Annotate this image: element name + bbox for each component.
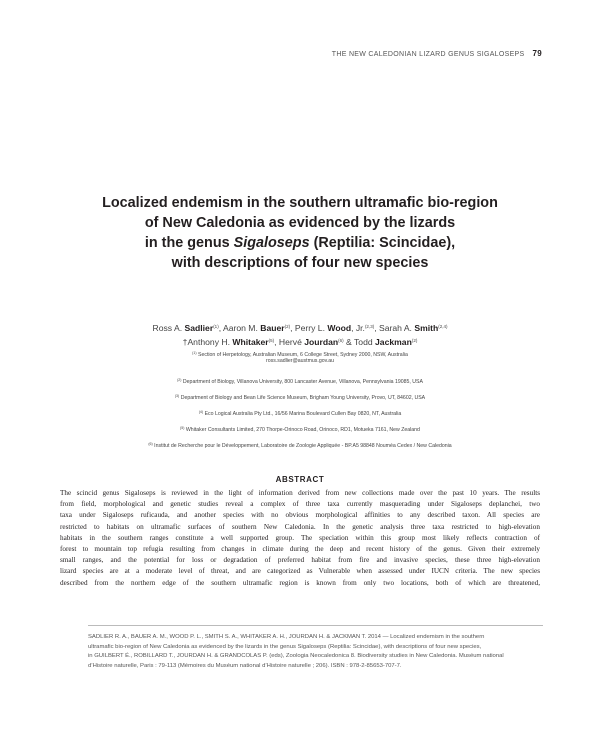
running-head (332, 49, 542, 58)
author-family-name: Jourdan (304, 336, 339, 347)
citation-block (88, 633, 543, 671)
title-line-3-post: (Reptilia: Scincidae), (309, 235, 456, 251)
citation-line: ultramafic bio-region of New Caledonia as evidenced by the lizards in the genus Sigaloseps (Reptilia: Scincidae), with descriptions of four new species, (88, 643, 482, 650)
affil-marker: (5) (180, 426, 185, 430)
affil-marker: (3) (174, 394, 180, 398)
author-suffix: , Jr. (351, 323, 365, 333)
affil-text: Institut de Recherche pour le Développement, Laboratoire de Zoologie Appliquée - BP.A5 98848 Nouméa Cedex / New Caledonia (154, 443, 452, 449)
title-line-1: Localized endemism in the southern ultramafic bio-region (102, 195, 498, 211)
title-genus: Sigaloseps (233, 235, 310, 251)
abstract-line: described from the northern edge of the southern ultramafic region is known from only two locations, both of which are threatened, (60, 578, 540, 587)
abstract-line: habitats in the southern ranges constitute a well supported group. The speciation within this group most likely reflects contraction of (60, 533, 540, 542)
abstract-line: forest to mountain top refugia resulting from changes in climate during the deep and recent history of the genus. Given their extremely (60, 545, 540, 554)
author-family-name: Smith (414, 323, 439, 333)
affiliation-6 (60, 441, 540, 450)
author-affil-marker: (1) (213, 324, 219, 329)
affil-text: Whitaker Consultants Limited, 270 Thorpe-Orinoco Road, Orinoco, RD1, Motueka 7161, New Zealand (185, 427, 420, 433)
author-family-name: Sadlier (184, 323, 214, 333)
abstract-line: restricted to habitats on ultramafic surfaces of southern New Caledonia. In the genetic analysis three taxa restricted to high-elevation (60, 522, 540, 531)
affil-text: Department of Biology, Villanova University, 800 Lancaster Avenue, Villanova, Pennsylvania 19085, USA (182, 379, 423, 385)
affil-text: Department of Biology and Bean Life Science Museum, Brigham Young University, Provo, UT, 84602, USA (180, 395, 426, 401)
title-line-3-pre: in the genus (144, 235, 234, 251)
affiliation-2 (60, 377, 540, 386)
author-given-name: , Sarah A. (374, 323, 415, 333)
abstract-line: taxa under Sigaloseps ruficauda, and another species with no obvious morphological affinities to any described taxon. All species are (60, 511, 540, 520)
author-given-name: †Anthony H. (182, 336, 233, 347)
affil-marker: (1) (192, 351, 197, 355)
author-given-name: , Perry L. (290, 323, 328, 333)
author-list (60, 321, 540, 348)
author-given-name: , Hervé (274, 336, 305, 347)
abstract-line: from field, morphological and genetic studies reveal a complex of three taxa currently masquerading under Sigaloseps deplanchei, two (60, 500, 540, 509)
abstract-line: lizard species are at a moderate level of threat, and are categorized as Vulnerable when assessed under IUCN criteria. The new species (60, 567, 540, 576)
page-number: 79 (532, 49, 542, 58)
citation-divider (88, 625, 543, 626)
author-given-name: & Todd (343, 336, 376, 347)
title-line-2: of New Caledonia as evidenced by the lizards (144, 215, 456, 231)
affil-marker: (4) (198, 410, 204, 414)
author-given-name: Ross A. (152, 323, 185, 333)
title-line-4: with descriptions of four new species (171, 255, 429, 271)
article-title (40, 193, 560, 273)
citation-line: d’Histoire naturelle, Paris : 79-113 (Mémoires du Muséum national d’Histoire naturelle ; 206). ISBN : 978-2-85653-707-7. (88, 662, 402, 669)
author-family-name: Whitaker (232, 336, 269, 347)
author-affil-marker: (2) (411, 337, 418, 343)
author-line-1 (60, 321, 540, 335)
author-family-name: Bauer (260, 323, 285, 333)
affil-email: ross.sadlier@austmus.gov.au (265, 358, 335, 364)
affil-marker: (6) (148, 442, 153, 446)
affil-text: Eco Logical Australia Pty Ltd., 16/56 Marina Boulevard Cullen Bay 0820, NT, Australia (204, 411, 402, 417)
author-affil-marker: (6) (338, 337, 344, 343)
affil-marker: (2) (177, 378, 182, 382)
author-affil-marker: (2) (284, 324, 291, 329)
abstract-body (60, 488, 540, 589)
author-family-name: Wood (327, 323, 352, 333)
author-given-name: , Aaron M. (218, 323, 261, 333)
affiliation-5 (60, 425, 540, 434)
affiliation-4 (60, 409, 540, 418)
affiliation-3 (60, 393, 540, 402)
abstract-line: The scincid genus Sigaloseps is reviewed in the light of information derived from new collections made over the past 10 years. The results (60, 489, 540, 497)
citation-line: SADLIER R. A., BAUER A. M., WOOD P. L., SMITH S. A., WHITAKER A. H., JOURDAN H. & JACKMAN T. 2014 — Localized endemism in the southern (88, 634, 485, 640)
affiliation-1-email (60, 358, 540, 365)
author-family-name: Jackman (375, 336, 412, 347)
citation-line: in GUILBERT É., ROBILLARD T., JOURDAN H. & GRANDCOLAS P. (eds), Zoologia Neocaledonica 8. Biodiversity studies in New Caledonia. Muséum national (88, 653, 504, 660)
author-line-2 (60, 335, 540, 349)
author-affil-marker: (2,3) (364, 324, 375, 329)
abstract-heading: ABSTRACT (275, 475, 325, 484)
title-line-3 (40, 233, 560, 253)
author-affil-marker: (5) (268, 337, 275, 343)
author-affil-marker: (2,4) (438, 324, 448, 329)
abstract-line: small ranges, and the potential for loss or degradation of preferred habitat from fire and invasive species, these three high-elevation (60, 556, 540, 565)
affil-text: Section of Herpetology, Australian Museum, 6 College Street, Sydney 2000, NSW, Australia (198, 352, 408, 358)
running-head-text: THE NEW CALEDONIAN LIZARD GENUS SIGALOSEPS (331, 51, 525, 58)
